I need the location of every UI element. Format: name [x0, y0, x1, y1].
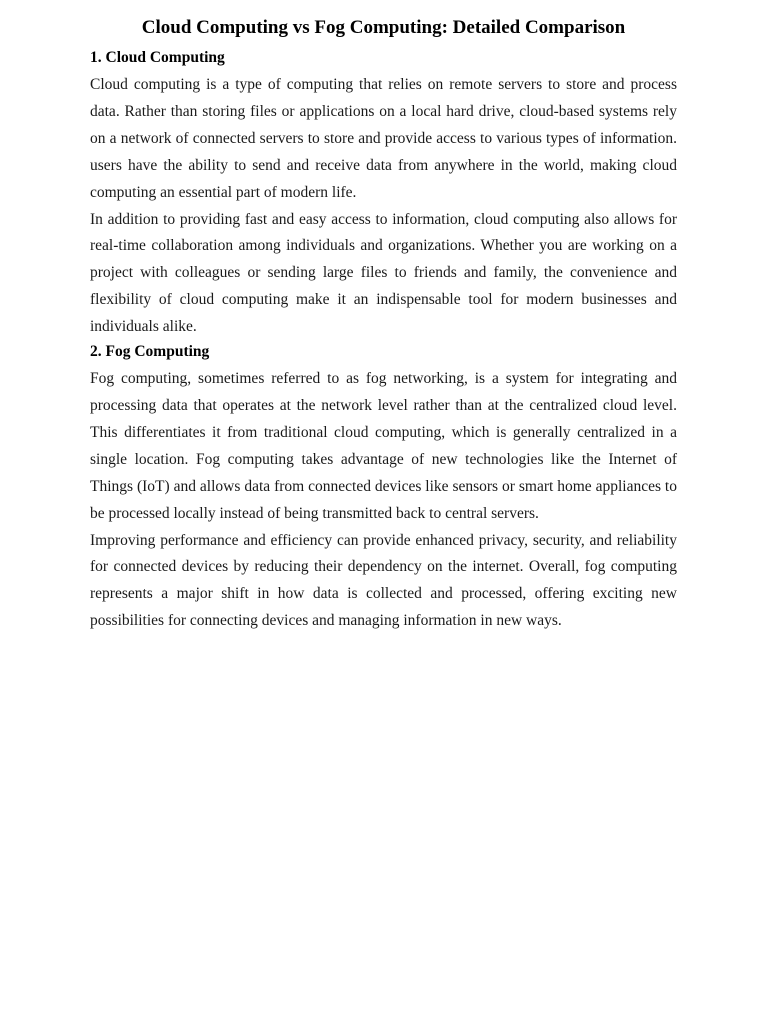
paragraph: Cloud computing is a type of computing that relies on remote servers to store and process data. Rather than storing files or applications on a local hard drive, cloud-based systems rely on a network of connected servers to store and provide access to various types of information. users have the ability to send and receive data from anywhere in the world, making cloud computing an essential part of modern life.: [90, 76, 677, 201]
document-page: [90, 14, 677, 635]
section-heading-fog-computing: 2. Fog Computing: [90, 343, 210, 361]
paragraph: In addition to providing fast and easy access to information, cloud computing also allows for real-time collaboration among individuals and organizations. Whether you are working on a project with colleagues or sending large files to friends and family, the convenience and flexibility of cloud computing make it an indispensable tool for modern businesses and individuals alike.: [90, 210, 677, 336]
section-cloud-computing: [90, 47, 677, 341]
section-heading-cloud-computing: 1. Cloud Computing: [90, 49, 225, 66]
paragraph: Fog computing, sometimes referred to as fog networking, is a system for integrating and processing data that operates at the network level rather than at the centralized cloud level. This differentiates it from traditional cloud computing, which is generally centralized in a single location. Fog computing takes advantage of new technologies like the Internet of Things (IoT) and allows data from connected devices like sensors or smart home appliances to be processed locally instead of being transmitted back to central servers.: [90, 370, 677, 522]
paragraph: Improving performance and efficiency can provide enhanced privacy, security, and reliability for connected devices by reducing their dependency on the internet. Overall, fog computing represents a major shift in how data is collected and processed, offering exciting new possibilities for connecting devices and managing information in new ways.: [90, 531, 677, 630]
document-title: Cloud Computing vs Fog Computing: Detailed Comparison: [141, 17, 626, 38]
section-fog-computing: [90, 341, 677, 635]
